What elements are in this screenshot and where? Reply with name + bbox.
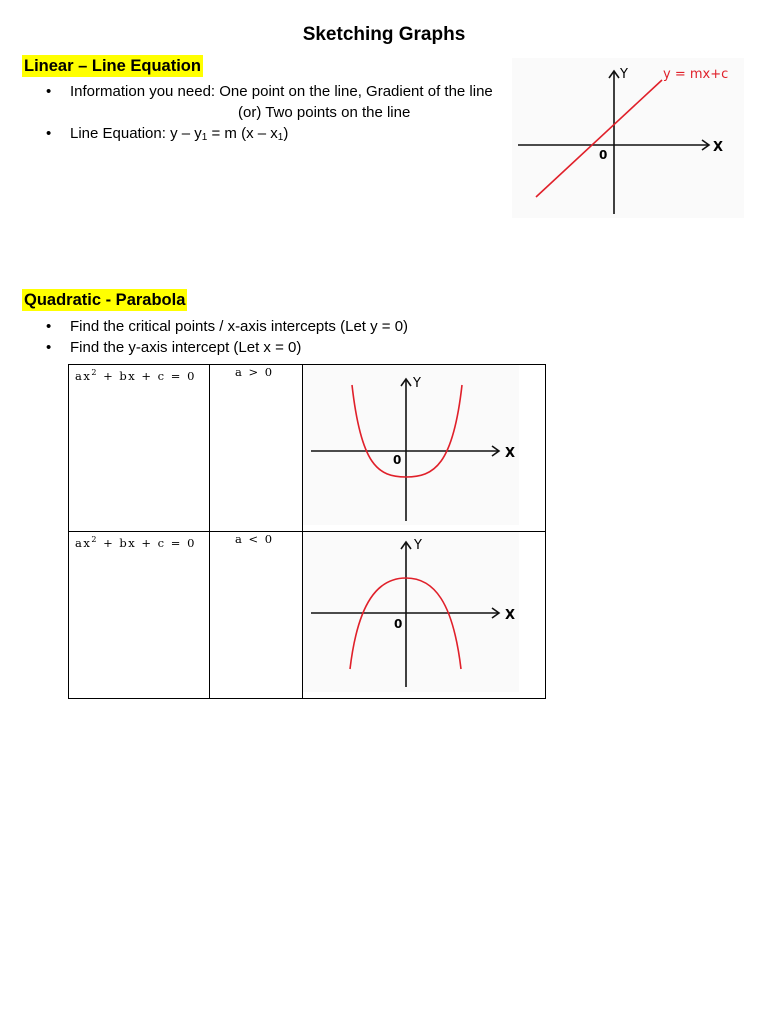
quadratic-table <box>68 364 546 699</box>
linear-heading: Linear – Line Equation <box>24 57 201 75</box>
line-eq-suffix: ) <box>283 125 289 142</box>
eq-base: ax <box>75 535 92 550</box>
condition-cell <box>210 365 303 532</box>
condition-text: a < 0 <box>235 532 274 546</box>
equation-text <box>69 365 209 386</box>
equation-cell <box>69 532 210 699</box>
line-eq-sub1: 1 <box>201 132 208 143</box>
origin-label: 0 <box>599 148 608 162</box>
equation-label: y = mx+c <box>663 67 729 82</box>
quadratic-bullet-y-intercept <box>46 338 301 358</box>
linear-graph <box>512 58 744 218</box>
bullet-dot: • <box>46 339 52 356</box>
quadratic-bullet-intercepts-text: Find the critical points / x-axis intercepts (Let y = 0) <box>70 318 409 335</box>
line-eq-prefix: Line Equation: y – y <box>70 125 202 142</box>
x-axis-label: X <box>505 446 517 461</box>
y-axis-label: Y <box>413 376 423 391</box>
page-title: Sketching Graphs <box>302 24 466 45</box>
eq-exponent: 2 <box>91 368 98 377</box>
x-axis-label: X <box>505 608 517 623</box>
linear-bullet-info-text: Information you need: One point on the line, Gradient of the line <box>70 83 493 100</box>
graph-cell <box>303 532 546 699</box>
quadratic-bullet-intercepts <box>46 317 408 337</box>
origin-label: 0 <box>393 453 403 467</box>
graph-cell <box>303 365 546 532</box>
eq-rest: + bx + c = 0 <box>97 368 196 383</box>
quadratic-bullet-y-intercept-text: Find the y-axis intercept (Let x = 0) <box>70 339 302 356</box>
origin-label: 0 <box>394 617 404 631</box>
line-eq-sub2: 1 <box>277 132 284 143</box>
equation-text <box>69 532 209 553</box>
bullet-dot: • <box>46 125 52 142</box>
bullet-dot: • <box>46 318 52 335</box>
eq-exponent: 2 <box>91 535 98 544</box>
x-axis-label: X <box>713 140 724 155</box>
bullet-dot: • <box>46 83 52 100</box>
y-axis-label: Y <box>620 67 628 82</box>
linear-bullet-equation <box>46 124 288 148</box>
condition-cell <box>210 532 303 699</box>
parabola-up-graph <box>303 365 545 531</box>
linear-bullet-info-continuation: (or) Two points on the line <box>238 104 411 121</box>
eq-base: ax <box>75 368 92 383</box>
linear-bullet-info <box>46 82 493 102</box>
y-axis-label: Y <box>414 538 424 553</box>
quadratic-heading: Quadratic - Parabola <box>24 291 186 309</box>
condition-text: a > 0 <box>235 365 274 379</box>
table-row <box>69 532 546 699</box>
line-eq-mid: = m (x – x <box>207 125 278 142</box>
eq-rest: + bx + c = 0 <box>97 535 196 550</box>
table-row <box>69 365 546 532</box>
equation-cell <box>69 365 210 532</box>
parabola-down-graph <box>303 532 545 698</box>
